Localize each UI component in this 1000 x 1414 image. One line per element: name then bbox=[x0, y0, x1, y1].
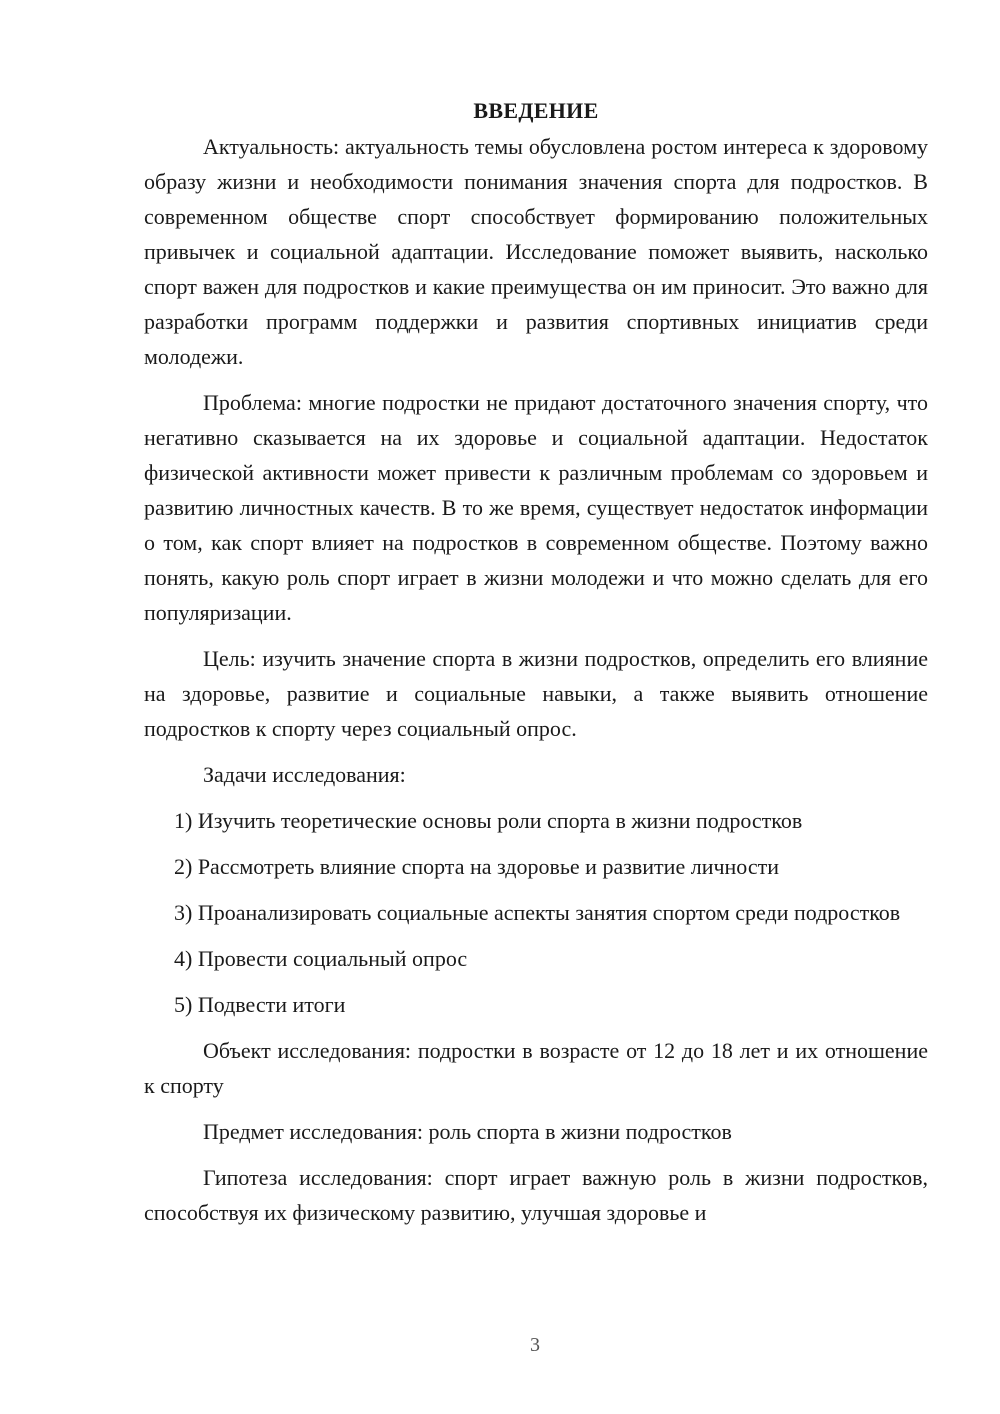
page-content bbox=[144, 94, 928, 1241]
page-number: 3 bbox=[530, 1334, 540, 1356]
section-heading: ВВЕДЕНИЕ bbox=[473, 98, 599, 123]
list-item: 2) Рассмотреть влияние спорта на здоровье и развитие личности bbox=[174, 854, 779, 879]
list-item: 4) Провести социальный опрос bbox=[174, 946, 468, 971]
paragraph-hypothesis: Гипотеза исследования: спорт играет важную роль в жизни подростков, способствуя их физическому развитию, улучшая здоровье и bbox=[144, 1165, 928, 1225]
paragraph-relevance: Актуальность: актуальность темы обусловлена ростом интереса к здоровому образу жизни и необходимости понимания значения спорта для подростков. В современном обществе спорт способствует формированию положительных привычек и социальной адаптации. Исследование поможет выявить, насколько спорт важен для подростков и какие преимущества он им приносит. Это важно для разработки программ поддержки и развития спортивных инициатив среди молодежи. bbox=[144, 134, 928, 369]
tasks-list bbox=[144, 803, 928, 1022]
list-item: 3) Проанализировать социальные аспекты занятия спортом среди подростков bbox=[174, 900, 901, 925]
paragraph-object: Объект исследования: подростки в возрасте от 12 до 18 лет и их отношение к спорту bbox=[144, 1038, 928, 1098]
tasks-heading: Задачи исследования: bbox=[203, 762, 406, 787]
list-item: 1) Изучить теоретические основы роли спорта в жизни подростков bbox=[174, 808, 803, 833]
paragraph-problem: Проблема: многие подростки не придают достаточного значения спорту, что негативно сказывается на их здоровье и социальной адаптации. Недостаток физической активности может привести к различным проблемам со здоровьем и развитию личностных качеств. В то же время, существует недостаток информации о том, как спорт влияет на подростков в современном обществе. Поэтому важно понять, какую роль спорт играет в жизни молодежи и что можно сделать для его популяризации. bbox=[144, 390, 928, 625]
list-item: 5) Подвести итоги bbox=[174, 992, 346, 1017]
paragraph-goal: Цель: изучить значение спорта в жизни подростков, определить его влияние на здоровье, развитие и социальные навыки, а также выявить отношение подростков к спорту через социальный опрос. bbox=[144, 646, 928, 741]
paragraph-subject: Предмет исследования: роль спорта в жизни подростков bbox=[203, 1119, 732, 1144]
